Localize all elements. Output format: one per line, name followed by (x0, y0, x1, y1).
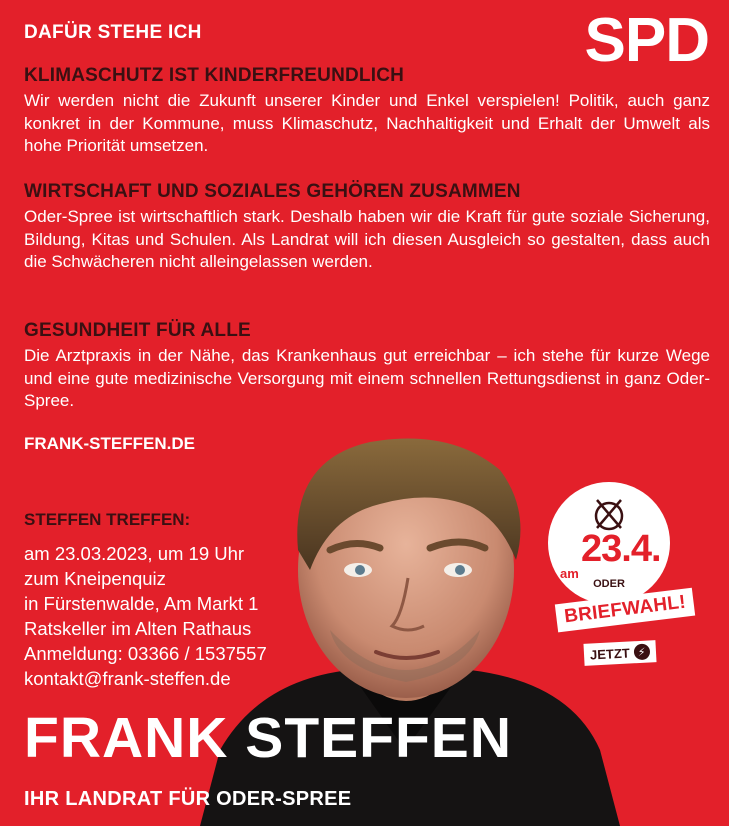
now-tag (583, 640, 656, 666)
website-link[interactable]: FRANK-STEFFEN.DE (24, 434, 195, 453)
event-address-line: in Fürstenwalde, Am Markt 1 (24, 593, 259, 614)
section-title: WIRTSCHAFT UND SOZIALES GEHÖREN ZUSAMMEN (24, 181, 521, 202)
now-label: JETZT (589, 644, 631, 663)
date-prefix: am (560, 566, 579, 581)
event-email-line[interactable]: kontakt@frank-steffen.de (24, 668, 231, 689)
section-text: Oder-Spree ist wirtschaftlich stark. Deshalb haben wir die Kraft für gute soziale Sicherung, Bildung, Kitas und Schulen. Als Landrat will ich diesen Ausgleich so gestalten, dass auch die Schwächeren nicht alleingelassen werden. (24, 207, 710, 271)
lightning-icon: ⚡ (633, 643, 650, 660)
event-activity-line: zum Kneipenquiz (24, 568, 166, 589)
candidate-subtitle: IHR LANDRAT FÜR ODER-SPREE (24, 788, 352, 810)
election-date: 23.4. (581, 528, 661, 570)
spd-logo: SPD (584, 6, 709, 75)
or-label: ODER (593, 578, 625, 590)
event-details (24, 541, 344, 691)
event-phone-line[interactable]: Anmeldung: 03366 / 1537557 (24, 643, 267, 664)
section-text: Wir werden nicht die Zukunft unserer Kinder und Enkel verspielen! Politik, auch ganz konkret in der Kommune, muss Klimaschutz, Nachhaltigkeit und Erhalt der Umwelt als hohe Priorität umsetzen. (24, 91, 710, 155)
section-klimaschutz (24, 64, 710, 158)
section-wirtschaft (24, 180, 710, 274)
candidate-name: FRANK STEFFEN (24, 706, 512, 770)
section-title: GESUNDHEIT FÜR ALLE (24, 320, 251, 341)
ballot-cross-icon (591, 496, 627, 532)
election-date-badge (548, 482, 670, 604)
section-title: KLIMASCHUTZ IST KINDERFREUNDLICH (24, 65, 405, 86)
section-text: Die Arztpraxis in der Nähe, das Krankenhaus gut erreichbar – ich stehe für kurze Wege und eine gute medizinische Versorgung mit einem schnellen Rettungsdienst in ganz Oder-Spree. (24, 346, 710, 410)
postal-vote-label: BRIEFWAHL! (555, 588, 696, 633)
event-title: STEFFEN TREFFEN: (24, 510, 191, 529)
kicker-heading: DAFÜR STEHE ICH (24, 22, 202, 43)
event-venue-line: Ratskeller im Alten Rathaus (24, 618, 252, 639)
event-date-line: am 23.03.2023, um 19 Uhr (24, 543, 245, 564)
section-gesundheit (24, 319, 710, 413)
